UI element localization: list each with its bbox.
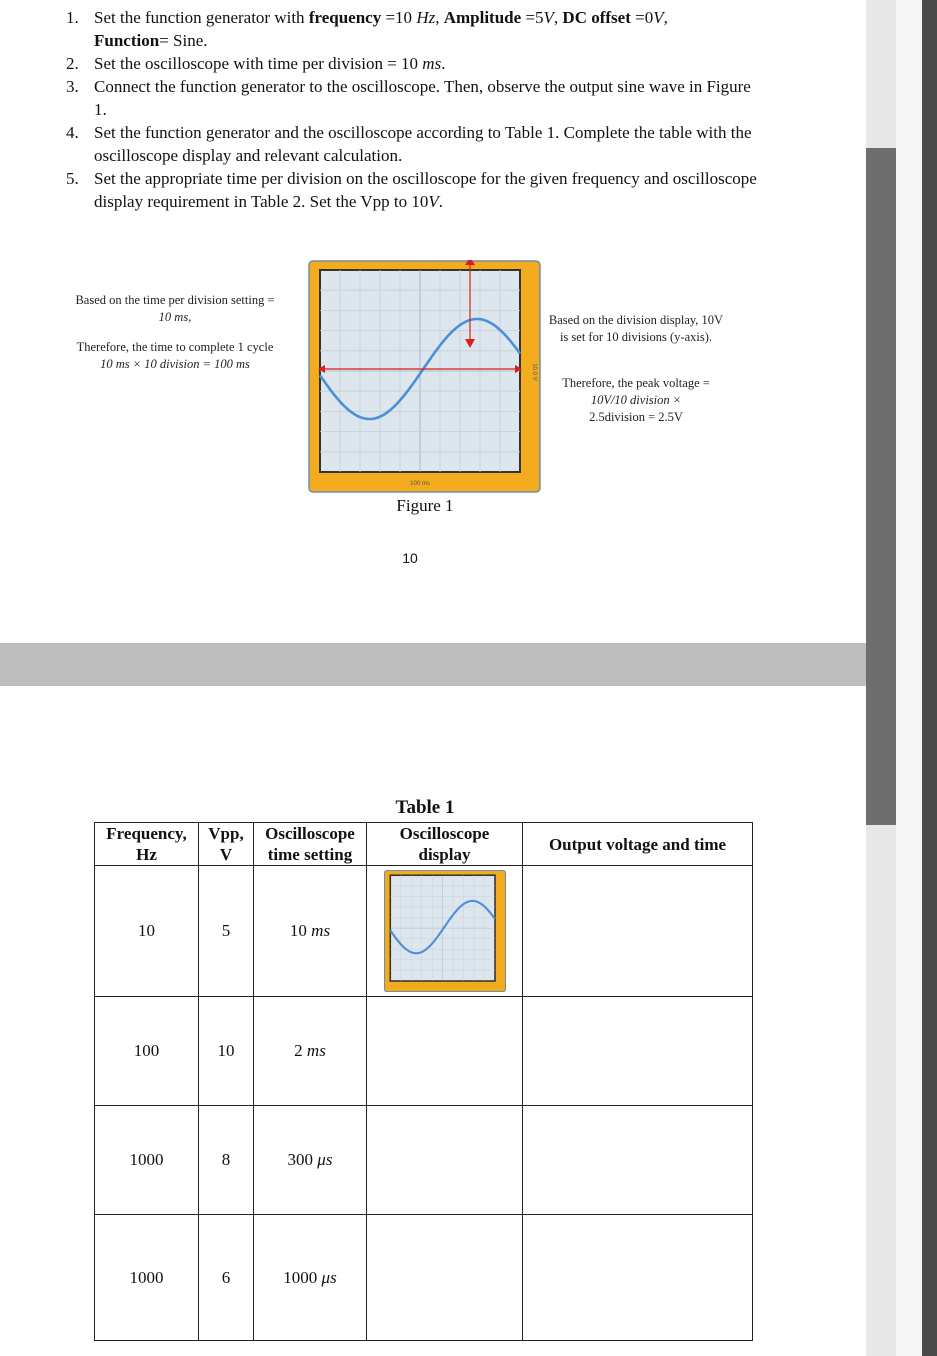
time-division-note: Based on the time per division setting = 10 ms,: [75, 293, 275, 324]
cell-vpp: 6: [199, 1215, 254, 1341]
table-row: [95, 997, 753, 1106]
window-edge: [922, 0, 937, 1356]
oscilloscope-figure: [308, 260, 541, 493]
table-row: [95, 1215, 753, 1341]
cell-output[interactable]: [523, 866, 753, 997]
header-vpp: Vpp, V: [199, 823, 254, 866]
document-page-1: [0, 0, 866, 643]
cell-output[interactable]: [523, 1215, 753, 1341]
list-item: 5. Set the appropriate time per division on the oscilloscope for the given frequency and oscilloscope display requirement in Table 2. Set the Vpp to 10V.: [66, 169, 757, 211]
table-row: [95, 1106, 753, 1215]
instruction-list: [66, 6, 766, 213]
header-display: Oscilloscope display: [367, 823, 523, 866]
cell-time-setting: 300 μs: [254, 1106, 367, 1215]
header-output: Output voltage and time: [523, 823, 753, 866]
cell-frequency: 100: [95, 997, 199, 1106]
list-item: 1. Set the function generator with frequency =10 Hz, Amplitude =5V, DC offset =0V, Function= Sine.: [66, 8, 668, 50]
oscilloscope-thumbnail: [384, 870, 506, 992]
division-display-note: Based on the division display, 10V is set for 10 divisions (y-axis).: [548, 313, 724, 344]
volt-scale-label: 10.0 V: [531, 363, 537, 381]
cell-display: [367, 866, 523, 997]
table-row: [95, 866, 753, 997]
scrollbar-thumb[interactable]: [866, 148, 896, 825]
header-time-setting: Oscilloscope time setting: [254, 823, 367, 866]
cell-frequency: 1000: [95, 1106, 199, 1215]
time-scale-label: 100 ms: [410, 481, 430, 487]
cell-display[interactable]: [367, 997, 523, 1106]
cycle-time-note: Therefore, the time to complete 1 cycle 10 ms × 10 division = 100 ms: [76, 340, 274, 371]
scrollbar-gutter: [896, 0, 922, 1356]
cell-output[interactable]: [523, 1106, 753, 1215]
list-item: 2. Set the oscilloscope with time per division = 10 ms.: [66, 54, 446, 73]
cell-frequency: 1000: [95, 1215, 199, 1341]
header-frequency: Frequency, Hz: [95, 823, 199, 866]
cell-display[interactable]: [367, 1106, 523, 1215]
cell-frequency: 10: [95, 866, 199, 997]
page-number: 10: [402, 550, 418, 566]
cell-vpp: 5: [199, 866, 254, 997]
cell-time-setting: 1000 μs: [254, 1215, 367, 1341]
list-item: 4. Set the function generator and the oscilloscope according to Table 1. Complete the table with the oscilloscope display and relevant calculation.: [66, 123, 752, 165]
cell-vpp: 8: [199, 1106, 254, 1215]
cell-vpp: 10: [199, 997, 254, 1106]
cell-output[interactable]: [523, 997, 753, 1106]
cell-time-setting: 2 ms: [254, 997, 367, 1106]
table-title: Table 1: [395, 797, 455, 818]
table-header-row: [95, 823, 753, 866]
page-gap: [0, 643, 866, 686]
figure-caption: Figure 1: [396, 496, 454, 515]
results-table: [94, 822, 753, 1341]
peak-voltage-note: Therefore, the peak voltage = 10V/10 division × 2.5division = 2.5V: [562, 376, 710, 424]
cell-display[interactable]: [367, 1215, 523, 1341]
list-item: 3. Connect the function generator to the oscilloscope. Then, observe the output sine wave in Figure 1.: [66, 77, 751, 119]
cell-time-setting: 10 ms: [254, 866, 367, 997]
